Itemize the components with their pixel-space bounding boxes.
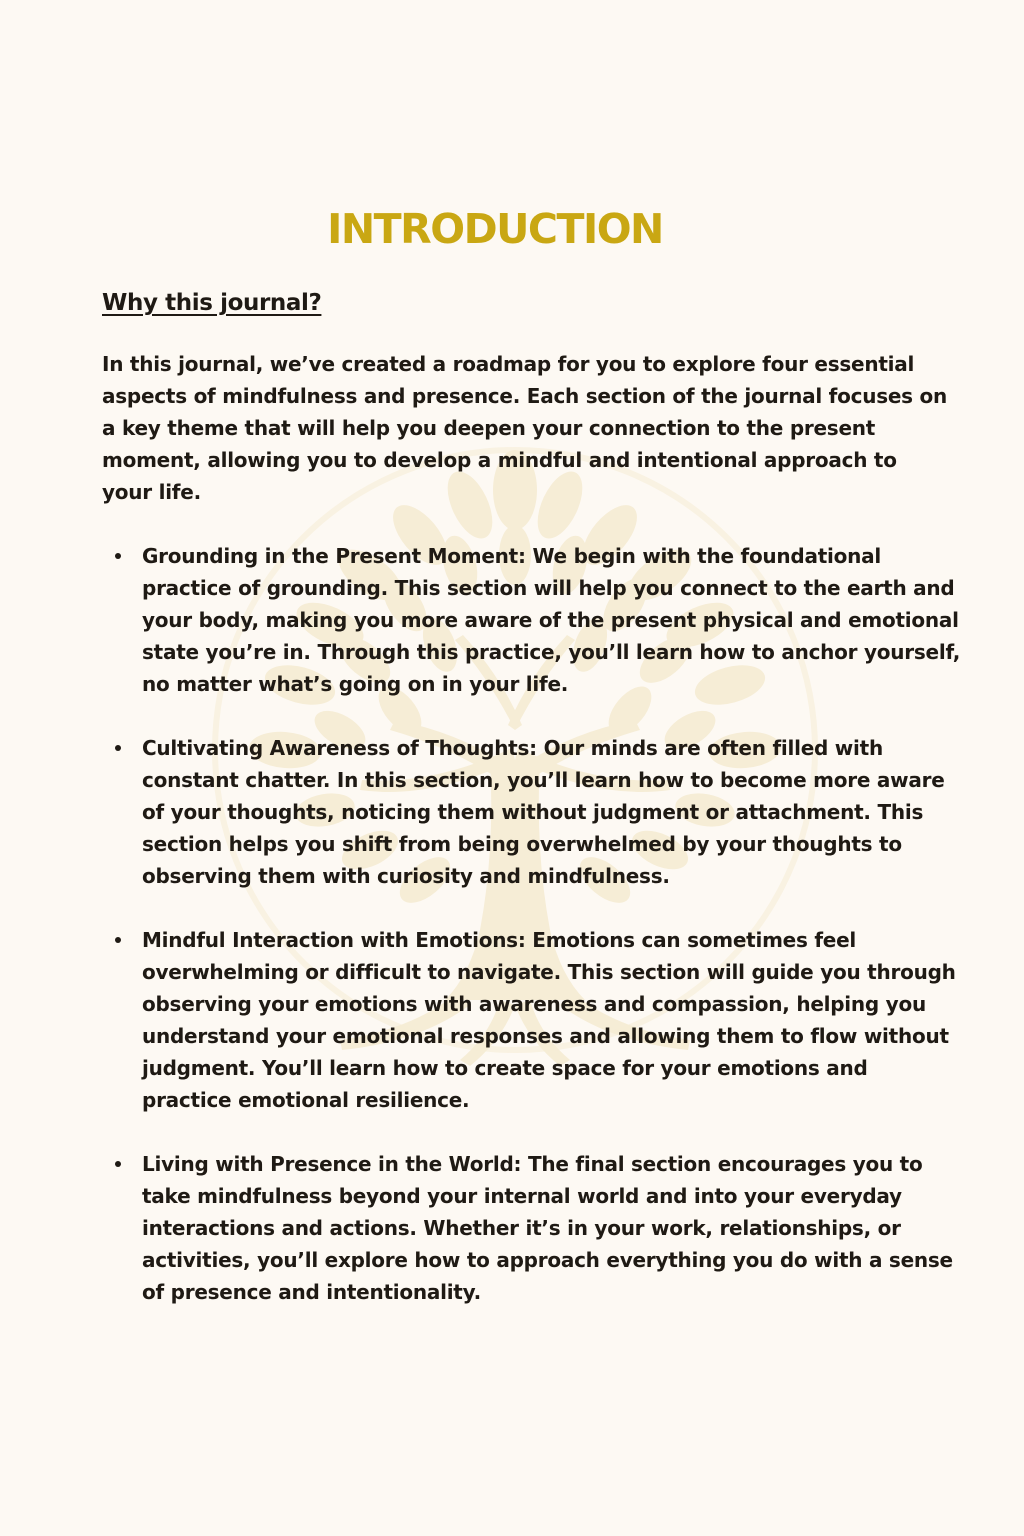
bullet-dot-icon bbox=[115, 1161, 121, 1167]
list-item-text: Living with Presence in the World: The final section encourages you to take mindfulness beyond your internal world and into your everyday interactions and actions. Whether it’s in your work, relationships, or activities, you’ll explore how to approach everything you do with a sense of presence and intentionality. bbox=[142, 1152, 953, 1304]
bullet-dot-icon bbox=[115, 937, 121, 943]
bullet-dot-icon bbox=[115, 553, 121, 559]
section-heading: Why this journal? bbox=[102, 290, 322, 316]
list-item bbox=[112, 732, 962, 892]
bullet-dot-icon bbox=[115, 745, 121, 751]
page-title: INTRODUCTION bbox=[327, 205, 663, 253]
list-item-text: Grounding in the Present Moment: We begin with the foundational practice of grounding. This section will help you connect to the earth and your body, making you more aware of the present physical and emotional state you’re in. Through this practice, you’ll learn how to anchor yourself, no matter what’s going on in your life. bbox=[142, 544, 961, 696]
intro-paragraph: In this journal, we’ve created a roadmap for you to explore four essential aspects of mindfulness and presence. Each section of the journal focuses on a key theme that will help you deepen your connection to the present moment, allowing you to develop a mindful and intentional approach to your life. bbox=[102, 352, 948, 504]
list-item-text: Cultivating Awareness of Thoughts: Our minds are often filled with constant chatter. In this section, you’ll learn how to become more aware of your thoughts, noticing them without judgment or attachment. This section helps you shift from being overwhelmed by your thoughts to observing them with curiosity and mindfulness. bbox=[142, 736, 945, 888]
list-item bbox=[112, 540, 962, 700]
theme-list bbox=[112, 540, 962, 1340]
list-item bbox=[112, 1148, 962, 1308]
list-item bbox=[112, 924, 962, 1116]
list-item-text: Mindful Interaction with Emotions: Emotions can sometimes feel overwhelming or difficult to navigate. This section will guide you through observing your emotions with awareness and compassion, helping you understand your emotional responses and allowing them to flow without judgment. You’ll learn how to create space for your emotions and practice emotional resilience. bbox=[142, 928, 956, 1112]
